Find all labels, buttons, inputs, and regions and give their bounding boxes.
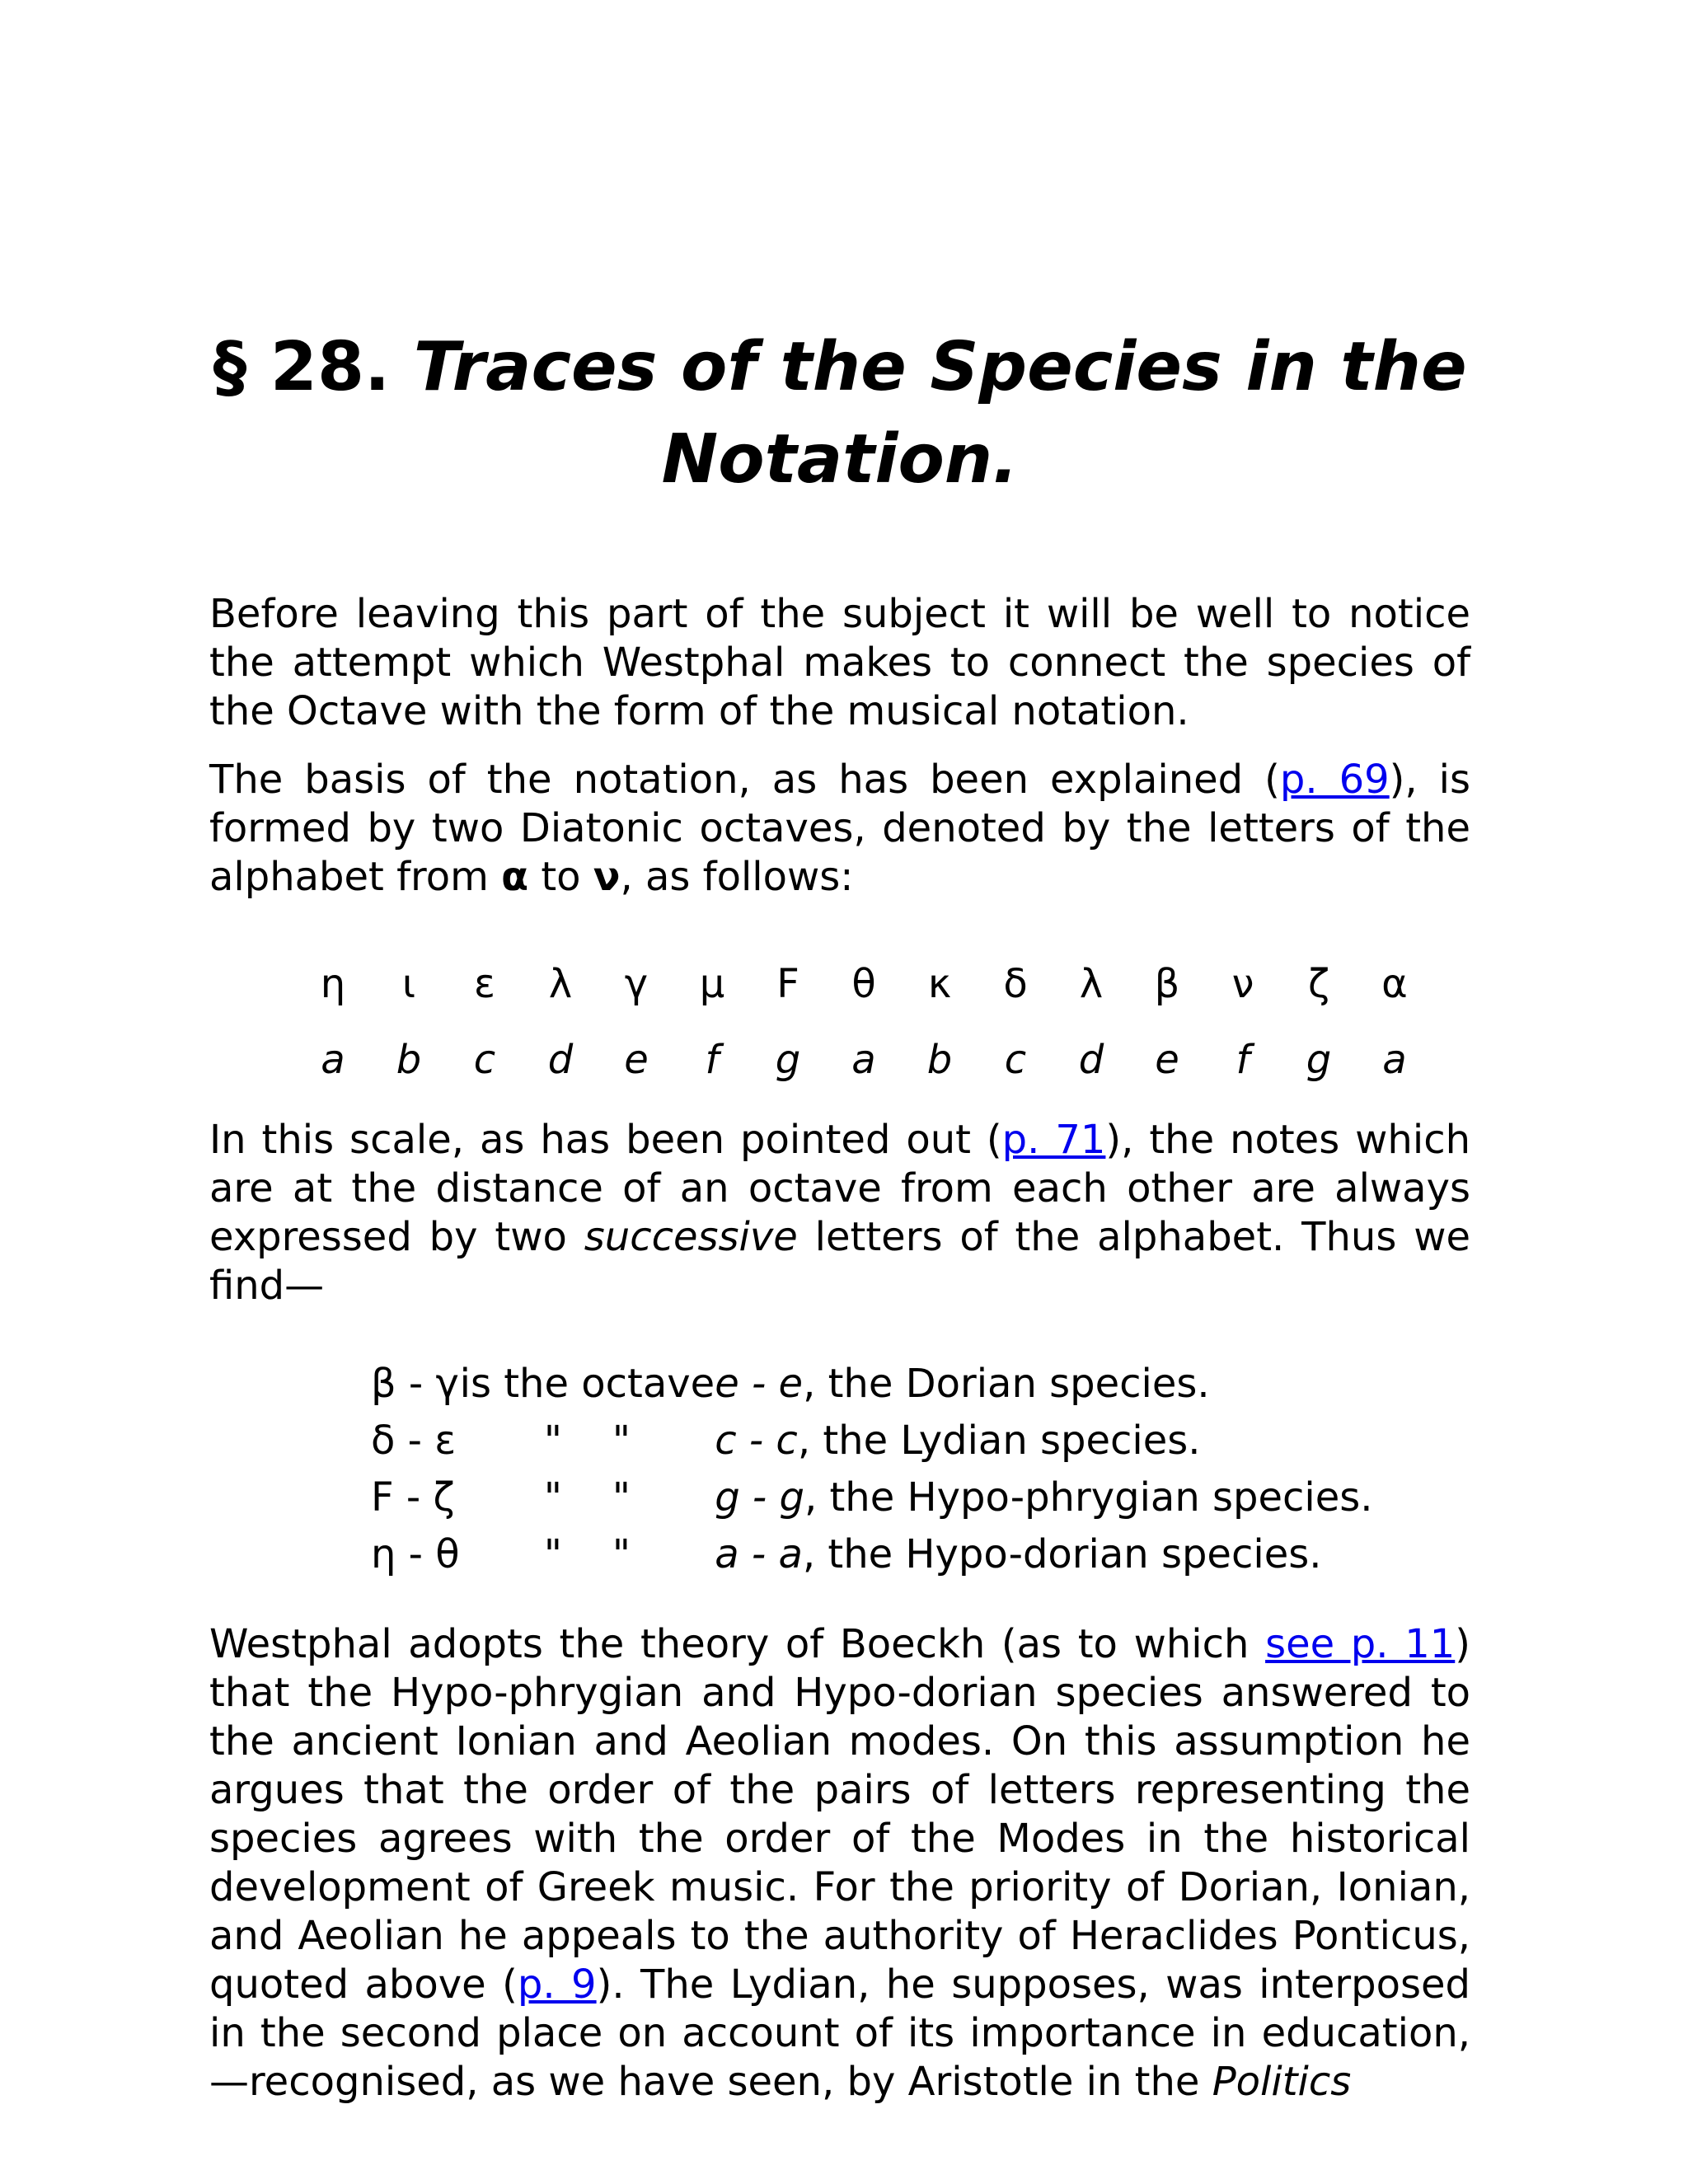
latin-pair: g - g (715, 1474, 804, 1521)
text: ), the notes which are at the distance of an octave from each other are always expressed by two (209, 1117, 1471, 1260)
greek-letter: λ (548, 961, 573, 1007)
ditto-marks (460, 1412, 715, 1469)
species-name: , the Hypo-dorian species. (802, 1530, 1322, 1577)
greek-pair: δ - ε (371, 1417, 457, 1464)
greek-letter: η (320, 961, 346, 1007)
paragraph-notation-basis (209, 756, 1470, 902)
latin-note: a (851, 1037, 876, 1083)
species-name: , the Dorian species. (803, 1360, 1210, 1407)
octave-row (371, 1412, 1373, 1469)
octave-row (371, 1526, 1373, 1582)
ditto: " (612, 1417, 631, 1464)
ditto-marks (460, 1526, 715, 1582)
latin-note: g (1306, 1037, 1332, 1083)
text: ) that the Hypo-phrygian and Hypo-dorian species answered to the ancient Ionian and Aeolian modes. On this assumption he argues that the order of the pairs of letters representing the species agrees with the order of the Modes in the historical development of Greek music. For the priority of Dorian, Ionian, and Aeolian he appeals to the authority of Heraclides Ponticus, quoted above ( (209, 1621, 1471, 2008)
greek-letter: θ (851, 961, 876, 1007)
section-title-line1: Traces of the Species in the (413, 328, 1467, 406)
section-heading (209, 321, 1470, 506)
latin-note: c (473, 1037, 496, 1083)
octave-row (371, 1469, 1373, 1526)
latin-note: a (1382, 1037, 1407, 1083)
ditto: " (612, 1530, 631, 1577)
link-see-p11[interactable]: see p. 11 (1265, 1621, 1456, 1667)
greek-letter: κ (927, 961, 952, 1007)
latin-note: e (624, 1037, 649, 1083)
octave-species-table (371, 1355, 1373, 1582)
latin-note-row (295, 1022, 1470, 1098)
paragraph-westphal-theory (209, 1620, 1470, 2107)
paragraph-octave-rule (209, 1116, 1470, 1310)
latin-note: f (1236, 1037, 1250, 1083)
text: In this scale, as has been pointed out ( (209, 1117, 1002, 1163)
notation-scale (295, 946, 1470, 1098)
greek-letter: ζ (1307, 961, 1330, 1007)
latin-note: a (321, 1037, 345, 1083)
text: ), is formed by two Diatonic octaves, denoted by the letters of the alphabet from (209, 757, 1471, 900)
octave-row (371, 1355, 1373, 1412)
text: to (528, 854, 593, 900)
latin-note: d (1078, 1037, 1104, 1083)
species-cell (715, 1469, 1372, 1526)
greek-letter: γ (624, 961, 649, 1007)
species-name: , the Hypo-phrygian species. (804, 1474, 1373, 1521)
latin-pair: e - e (715, 1360, 804, 1407)
section-title-line2: Notation. (661, 420, 1019, 499)
section-number: § 28. (213, 328, 391, 406)
greek-letter: Ϝ (776, 961, 799, 1007)
ditto: " (612, 1474, 631, 1521)
greek-letter-row (295, 946, 1470, 1022)
species-cell (715, 1355, 1372, 1412)
letter-nu: ν (593, 854, 621, 900)
text: ). The Lydian, he supposes, was interposed in the second place on account of its importance in education,—recognised, as we have seen, by Aristotle in the (209, 1961, 1470, 2105)
text: , as follows: (620, 854, 854, 900)
ditto: " (543, 1474, 562, 1521)
letter-alpha: α (501, 854, 529, 900)
latin-pair: a - a (715, 1530, 803, 1577)
greek-letter: δ (1003, 961, 1028, 1007)
greek-letter: λ (1079, 961, 1104, 1007)
emphasis: successive (584, 1214, 798, 1260)
latin-note: b (926, 1037, 953, 1083)
page-content (209, 321, 1470, 2107)
text: Westphal adopts the theory of Boeckh (as to which (209, 1621, 1266, 1667)
greek-letter: β (1154, 961, 1180, 1007)
greek-letter: α (1381, 961, 1408, 1007)
greek-letter: ν (1231, 961, 1254, 1007)
ditto: " (543, 1530, 562, 1577)
latin-note: g (775, 1037, 801, 1083)
link-p71[interactable]: p. 71 (1001, 1117, 1106, 1163)
greek-pair: β - γ (371, 1360, 459, 1407)
link-p69[interactable]: p. 69 (1279, 757, 1390, 803)
greek-pair: Ϝ - ζ (371, 1474, 455, 1521)
latin-pair: c - c (715, 1417, 798, 1464)
ditto-marks (460, 1469, 715, 1526)
octave-phrase: is the octave (459, 1360, 715, 1407)
emphasis-politics: Politics (1212, 2059, 1352, 2105)
greek-letter: μ (699, 961, 725, 1007)
latin-note: d (547, 1037, 574, 1083)
latin-note: e (1155, 1037, 1179, 1083)
latin-note: c (1004, 1037, 1027, 1083)
species-cell (715, 1526, 1372, 1582)
text: letters of the alphabet. Thus we find— (209, 1214, 1470, 1309)
paragraph-intro: Before leaving this part of the subject it will be well to notice the attempt which Westphal makes to connect the species of the Octave with the form of the musical notation. (209, 591, 1470, 734)
text: The basis of the notation, as has been explained ( (209, 757, 1280, 803)
greek-letter: ε (474, 961, 495, 1007)
greek-pair: η - θ (371, 1530, 460, 1577)
ditto: " (543, 1417, 562, 1464)
species-name: , the Lydian species. (797, 1417, 1201, 1464)
species-cell (715, 1412, 1372, 1469)
latin-note: f (705, 1037, 720, 1083)
latin-note: b (396, 1037, 422, 1083)
link-p9[interactable]: p. 9 (517, 1961, 597, 2008)
greek-letter: ι (401, 961, 416, 1007)
